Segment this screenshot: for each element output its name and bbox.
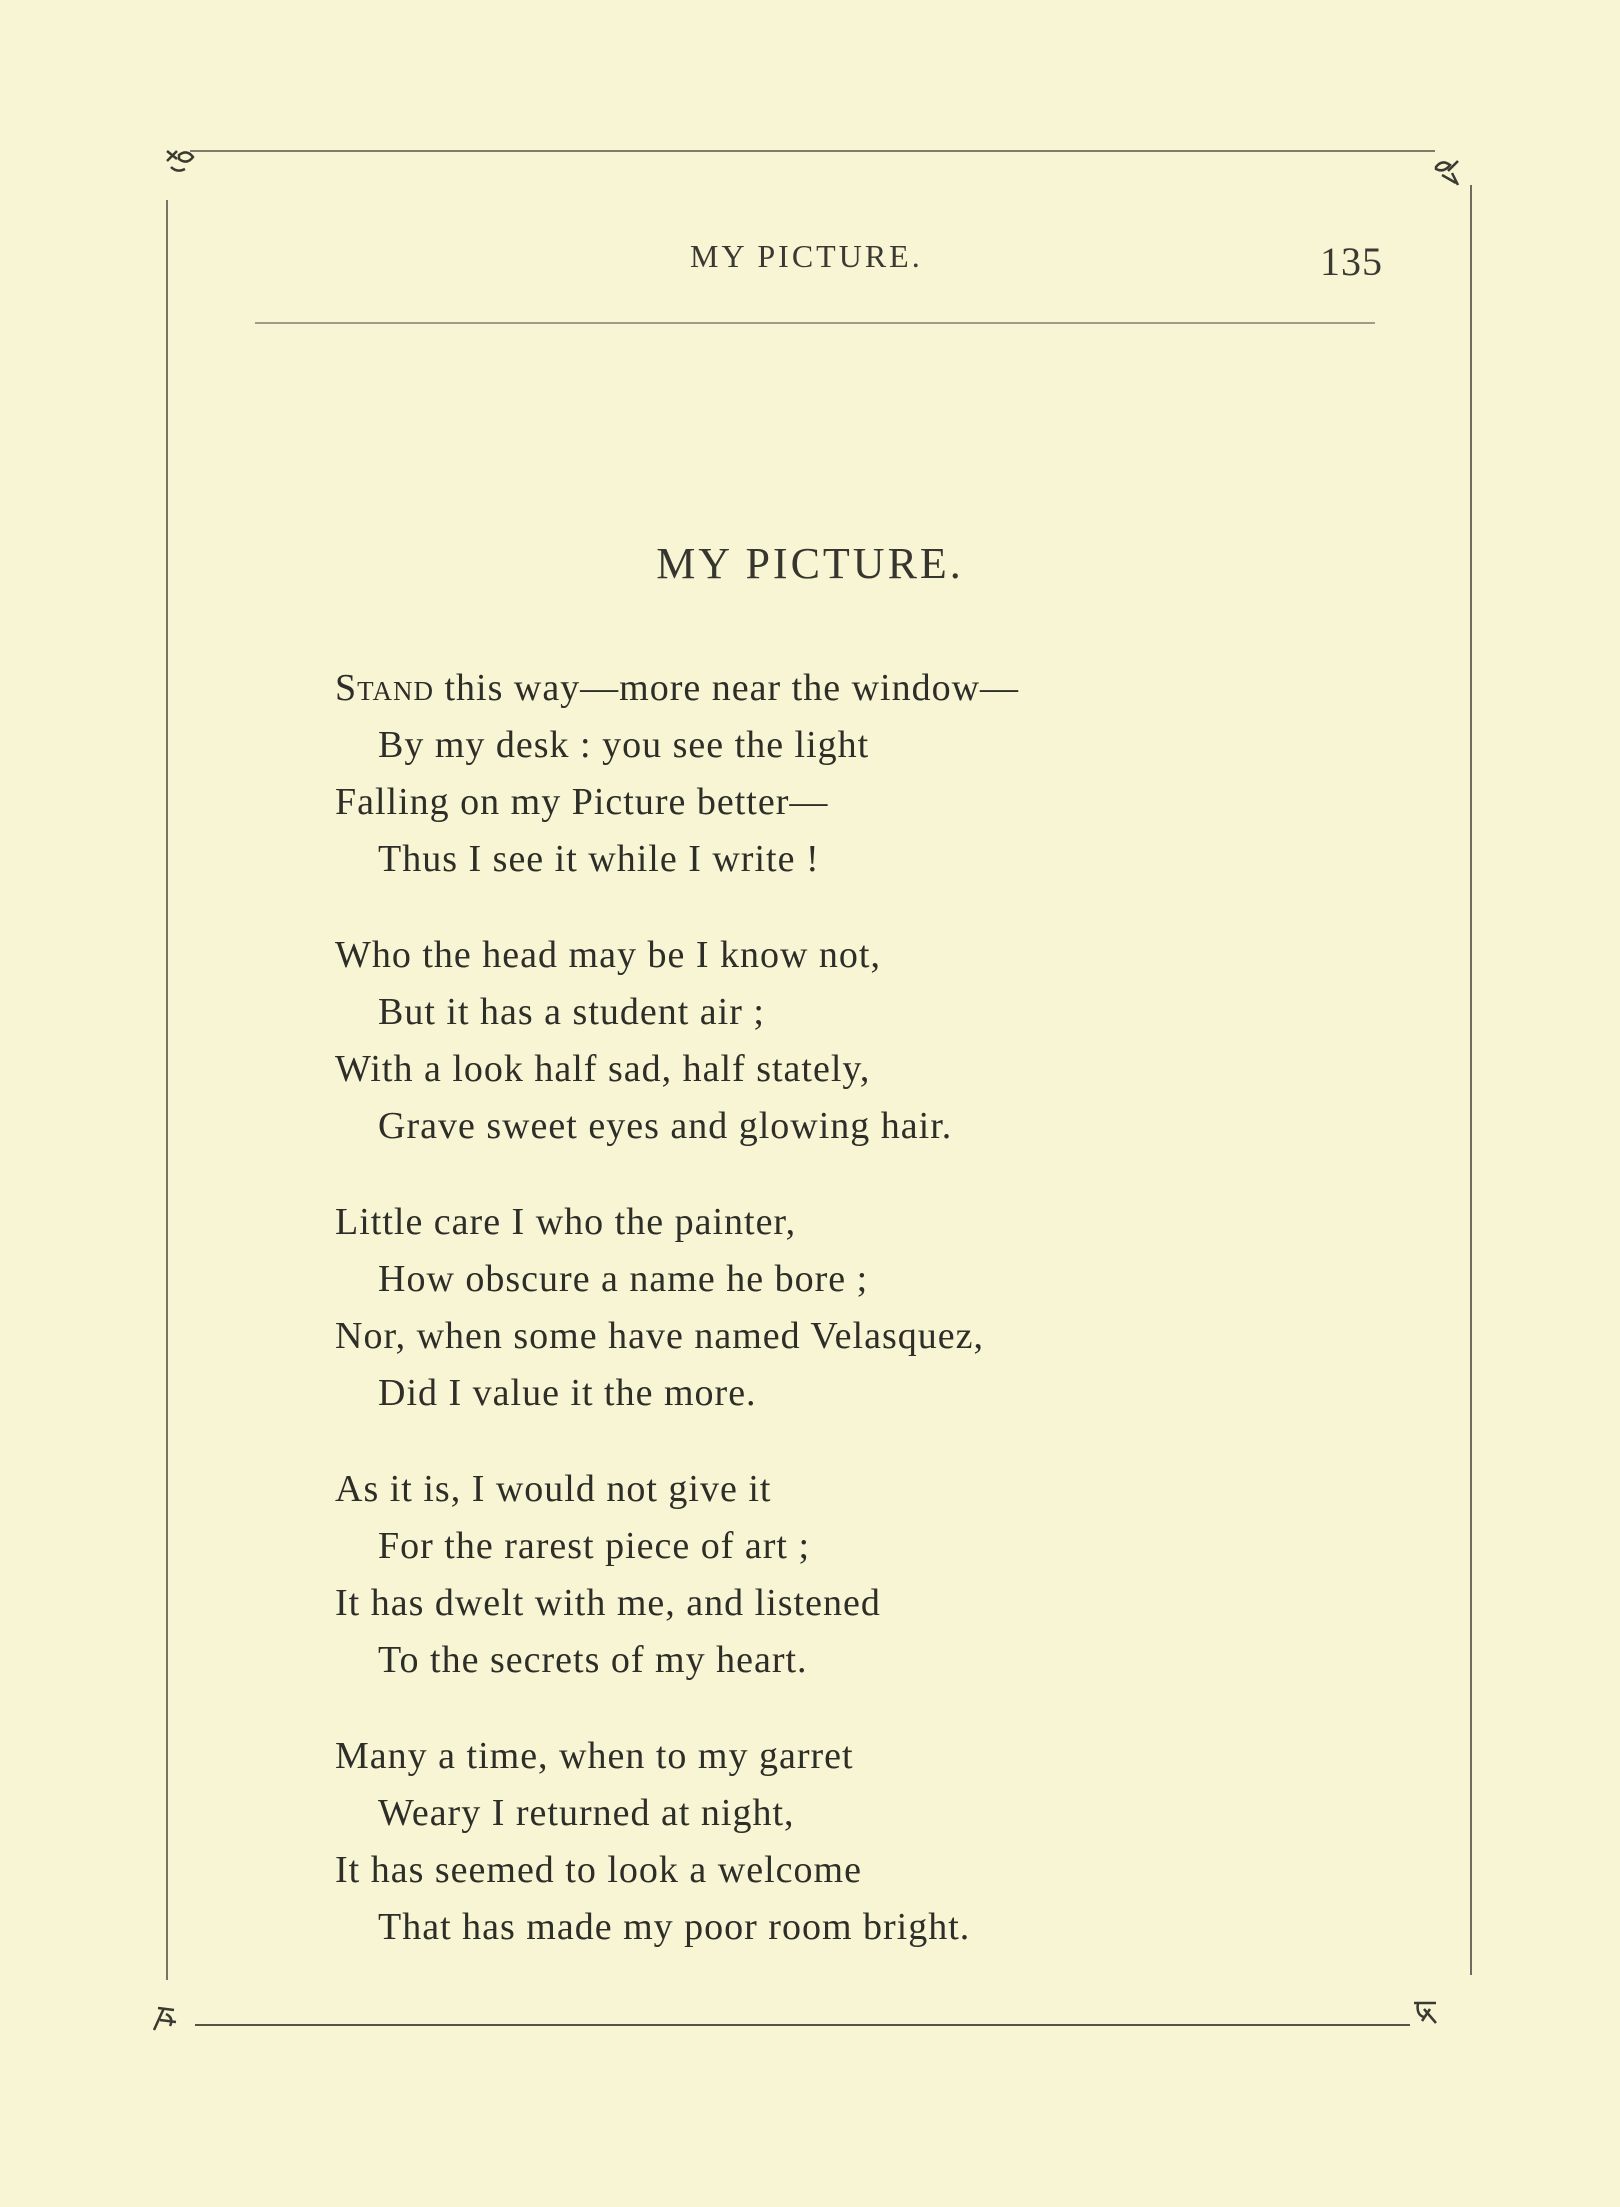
stanza — [335, 1461, 1019, 1689]
poem-line: Many a time, when to my garret — [335, 1735, 854, 1777]
left-frame-rule — [166, 200, 168, 1980]
poem-line: Thus I see it while I write ! — [378, 838, 820, 880]
page-number: 135 — [1320, 239, 1383, 284]
poem-line: How obscure a name he bore ; — [378, 1258, 869, 1300]
poem-line: Did I value it the more. — [378, 1372, 757, 1414]
stanza — [335, 660, 1019, 888]
stanza — [335, 1194, 1019, 1422]
corner-ornament-icon — [148, 2000, 182, 2034]
poem-line: It has dwelt with me, and listened — [335, 1582, 881, 1624]
poem-line — [335, 660, 1019, 717]
poem-line: Little care I who the painter, — [335, 1201, 797, 1243]
poem-line: To the secrets of my heart. — [378, 1639, 808, 1681]
poem-line-text: this way—more near the window— — [433, 667, 1020, 709]
corner-ornament-icon — [1430, 155, 1464, 189]
poem-line: That has made my poor room bright. — [378, 1906, 971, 1948]
poem-line: For the rarest piece of art ; — [378, 1525, 811, 1567]
poem-line: Falling on my Picture better— — [335, 781, 829, 823]
bottom-frame-rule — [195, 2024, 1410, 2026]
poem-line: Weary I returned at night, — [378, 1792, 795, 1834]
poem-line: It has seemed to look a welcome — [335, 1849, 862, 1891]
running-head: MY PICTURE. — [690, 238, 923, 274]
poem-line: But it has a student air ; — [378, 991, 765, 1033]
header-rule — [255, 322, 1375, 324]
opening-small-caps-word: Stand — [335, 667, 434, 709]
poem-line: Grave sweet eyes and glowing hair. — [378, 1105, 953, 1147]
poem-line: Who the head may be I know not, — [335, 934, 881, 976]
corner-ornament-icon — [163, 145, 197, 179]
right-frame-rule — [1470, 185, 1472, 1975]
poem-line: Nor, when some have named Velasquez, — [335, 1315, 984, 1357]
stanza — [335, 1728, 1019, 1956]
poem-body — [335, 660, 1019, 1995]
poem-title: MY PICTURE. — [656, 539, 964, 588]
poem-line: With a look half sad, half stately, — [335, 1048, 871, 1090]
corner-ornament-icon — [1408, 1995, 1442, 2029]
stanza — [335, 927, 1019, 1155]
poem-line: As it is, I would not give it — [335, 1468, 772, 1510]
top-frame-rule — [190, 150, 1435, 152]
poem-line: By my desk : you see the light — [378, 724, 870, 766]
